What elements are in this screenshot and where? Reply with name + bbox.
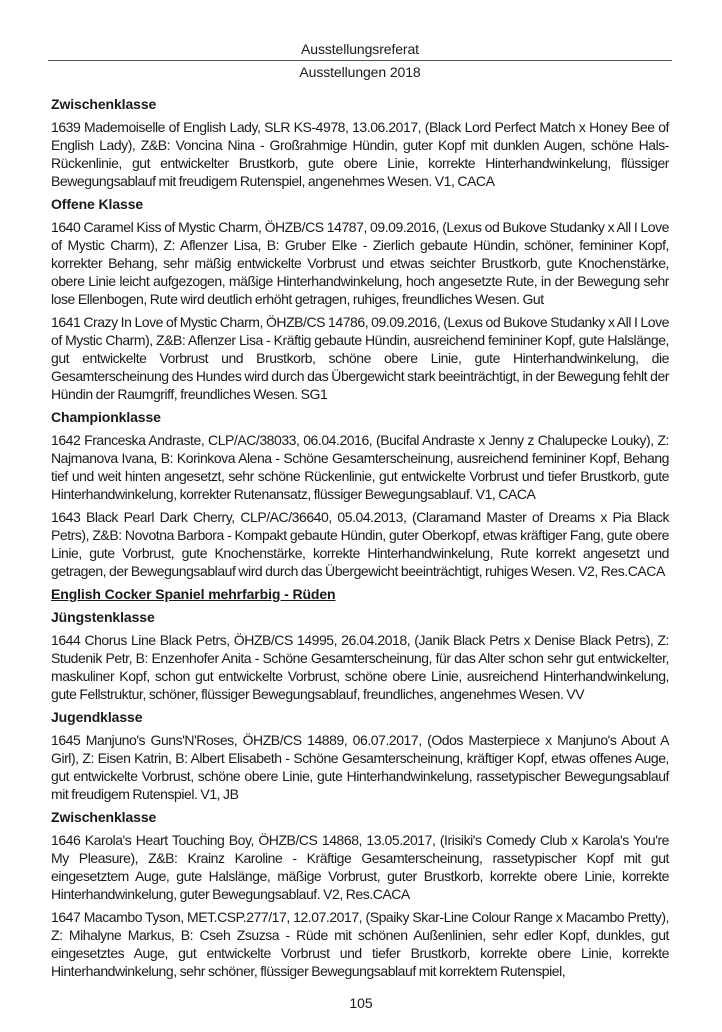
page-number: 105 (349, 995, 373, 1011)
breed-heading: English Cocker Spaniel mehrfarbig - Rüden (51, 586, 336, 602)
page-header (48, 40, 672, 81)
dog-entry: 1646 Karola's Heart Touching Boy, ÖHZB/CS 14868, 13.05.2017, (Irisiki's Comedy Club x Karola's You're My Pleasure), Z&B: Krainz Karoline - Kräftige Gesamterscheinung, rassetypischer Kopf mit gut eingesetztem Auge, gute Halslänge, mäßige Vorbrust, guter Brustkorb, korrekte obere Linie, korrekte Hinterhandwinkelung, guter Bewegungsablauf. V2, Res.CACA (51, 832, 669, 902)
class-heading: Jugendklasse (51, 709, 143, 725)
class-heading: Jüngstenklasse (51, 609, 155, 625)
dog-entry: 1642 Franceska Andraste, CLP/AC/38033, 06.04.2016, (Bucifal Andraste x Jenny z Chalupecke Louky), Z: Najmanova Ivana, B: Korinkova Alena - Schöne Gesamterscheinung, ausreichend femininer Kopf, Behang tief und weit hinten angesetzt, sehr schöne Rückenlinie, gut entwickelte Vorbrust und tiefer Brustkorb, gute Hinterhandwinkelung, korrekter Rutenansatz, flüssiger Bewegungsablauf. V1, CACA (51, 432, 669, 502)
document-body (51, 95, 669, 980)
dog-entry: 1641 Crazy In Love of Mystic Charm, ÖHZB/CS 14786, 09.09.2016, (Lexus od Bukove Studanky x All I Love of Mystic Charm), Z&B: Aflenzer Lisa - Kräftig gebaute Hündin, ausreichend femininer Kopf, gute Halslänge, gut entwickelte Vorbrust und Brustkorb, schöne obere Linie, gute Hinterhandwinkelung, die Gesamterscheinung des Hundes wird durch das Übergewicht stark beeinträchtigt, in der Bewegung fehlt der Hündin der Raumgriff, freundliches Wesen. SG1 (51, 314, 669, 402)
dog-entry: 1639 Mademoiselle of English Lady, SLR KS-4978, 13.06.2017, (Black Lord Perfect Match x Honey Bee of English Lady), Z&B: Voncina Nina - Großrahmige Hündin, guter Kopf mit dunklen Augen, schöne Hals-Rückenlinie, gut entwickelter Brustkorb, gute obere Linie, korrekte Hinterhandwinkelung, flüssiger Bewegungsablauf mit freudigem Rutenspiel, angenehmes Wesen. V1, CACA (51, 119, 669, 189)
class-section (51, 608, 669, 703)
dog-entry: 1640 Caramel Kiss of Mystic Charm, ÖHZB/CS 14787, 09.09.2016, (Lexus od Bukove Studanky x All I Love of Mystic Charm), Z: Aflenzer Lisa, B: Gruber Elke - Zierlich gebaute Hündin, schöner, femininer Kopf, korrekter Behang, sehr mäßig entwickelte Vorbrust und etwas seichter Brustkorb, gute Knochenstärke, obere Linie leicht aufgezogen, mäßige Hinterhandwinkelung, hoch angesetzte Rute, in der Bewegung sehr lose Ellenbogen, Rute wird deutlich erhöht getragen, ruhiges, freundliches Wesen. Gut (51, 219, 669, 307)
class-heading: Zwischenklasse (51, 809, 157, 825)
class-heading: Offene Klasse (51, 196, 144, 212)
dog-entry: 1644 Chorus Line Black Petrs, ÖHZB/CS 14995, 26.04.2018, (Janik Black Petrs x Denise Black Petrs), Z: Studenik Petr, B: Enzenhofer Anita - Schöne Gesamterscheinung, für das Alter schon sehr gut entwickelter, maskuliner Kopf, schon gut entwickelte Vorbrust, schöne obere Linie, ausreichend Hinterhandwinkelung, gute Fellstruktur, schöner, flüssiger Bewegungsablauf, freundliches, angenehmes Wesen. VV (51, 632, 669, 702)
header-subtitle: Ausstellungen 2018 (299, 64, 421, 80)
header-title: Ausstellungsreferat (301, 41, 419, 57)
class-section (51, 708, 669, 803)
class-heading: Zwischenklasse (51, 96, 157, 112)
header-rule (48, 60, 672, 61)
class-section (51, 195, 669, 403)
class-section (51, 95, 669, 190)
dog-entry: 1643 Black Pearl Dark Cherry, CLP/AC/36640, 05.04.2013, (Claramand Master of Dreams x Pia Black Petrs), Z&B: Novotna Barbora - Kompakt gebaute Hündin, guter Oberkopf, etwas kräftiger Fang, gute obere Linie, gute Vorbrust, gute Knochenstärke, korrekte Hinterhandwinkelung, Rute korrekt angesetzt und getragen, der Bewegungsablauf wird durch das Übergewicht beeinträchtigt, ruhiges Wesen. V2, Res.CACA (51, 509, 669, 579)
dog-entry: 1647 Macambo Tyson, MET.CSP.277/17, 12.07.2017, (Spaiky Skar-Line Colour Range x Macambo Pretty), Z: Mihalyne Markus, B: Cseh Zsuzsa - Rüde mit schönen Außenlinien, sehr edler Kopf, dunkles, gut eingesetztes Auge, gut entwickelte Vorbrust und tiefer Brustkorb, korrekte obere Linie, korrekte Hinterhandwinkelung, sehr schöner, flüssiger Bewegungsablauf mit korrektem Rutenspiel, (51, 909, 669, 979)
class-section (51, 808, 669, 980)
class-section (51, 408, 669, 580)
breed-section (51, 585, 669, 603)
dog-entry: 1645 Manjuno's Guns'N'Roses, ÖHZB/CS 14889, 06.07.2017, (Odos Masterpiece x Manjuno's About A Girl), Z: Eisen Katrin, B: Albert Elisabeth - Schöne Gesamterscheinung, kräftiger Kopf, etwas offenes Auge, gut entwickelte Vorbrust, schöne obere Linie, gute Hinterhandwinkelung, rassetypischer Bewegungsablauf mit freudigem Rutenspiel. V1, JB (51, 732, 669, 802)
class-heading: Championklasse (51, 409, 161, 425)
